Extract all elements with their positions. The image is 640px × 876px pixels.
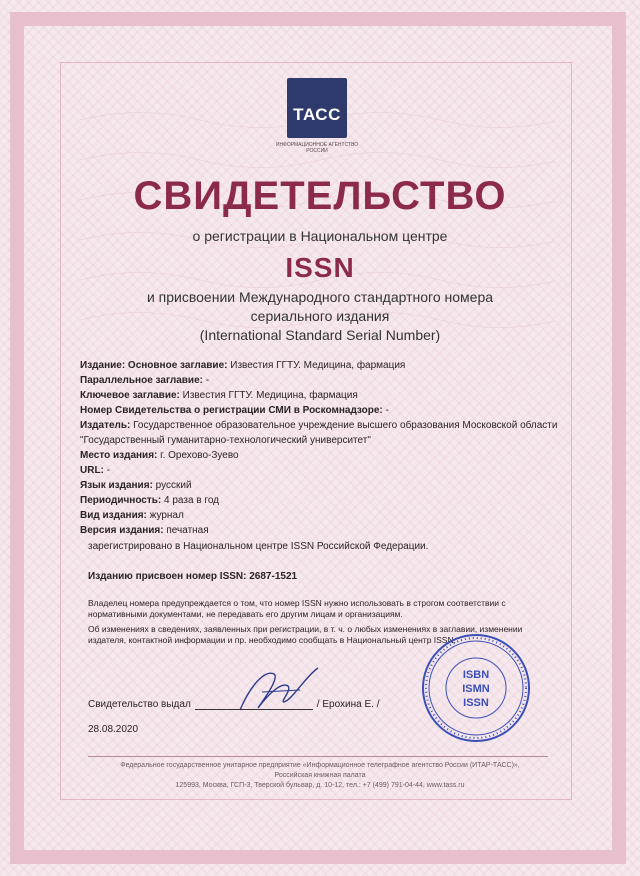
subtitle-line-1: и присвоении Международного стандартного номера: [146, 289, 494, 305]
field-label: Место издания:: [80, 450, 158, 461]
field-type: [80, 508, 560, 523]
document-title: СВИДЕТЕЛЬСТВО: [133, 174, 507, 218]
field-periodicity: [80, 493, 560, 508]
field-value: -: [385, 405, 389, 416]
footer-divider: [88, 756, 548, 757]
field-publisher: [80, 418, 560, 448]
field-parallel-title: [80, 373, 560, 388]
subtitle-assignment: [0, 288, 640, 345]
field-main-title: [80, 358, 560, 373]
subtitle-line-3: (International Standard Serial Number): [199, 327, 441, 343]
field-label: Номер Свидетельства о регистрации СМИ в Роскомнадзоре:: [80, 405, 383, 416]
field-value: -: [205, 375, 210, 386]
field-place: [80, 448, 560, 463]
issued-by-name: / Ерохина Е. /: [316, 699, 380, 710]
field-label: Параллельное заглавие:: [80, 375, 203, 386]
note-usage: Владелец номера предупреждается о том, что номер ISSN нужно использовать в строгом соответствии с нормативными документами, не передавать его другим лицам и организациям.: [88, 598, 506, 619]
field-label: Периодичность:: [80, 495, 162, 506]
field-key-title: [80, 388, 560, 403]
field-media-registration: [80, 403, 560, 418]
subtitle-line-2: сериального издания: [250, 308, 390, 324]
footer-line-3: 125993, Москва, ГСП-3, Тверской бульвар, д. 10-12, тел.: +7 (499) 791-04-44, www.tass.ru: [175, 782, 465, 789]
field-value: журнал: [149, 510, 184, 521]
footer-line-1: Федеральное государственное унитарное предприятие «Информационное телеграфное агентство России (ИТАР-ТАСС)»,: [120, 762, 520, 769]
tass-logo: [287, 78, 347, 138]
field-url: [80, 463, 560, 478]
field-value: печатная: [166, 525, 209, 536]
issue-date: 28.08.2020: [88, 724, 139, 735]
signature-line: [195, 699, 313, 710]
field-value: г. Орехово-Зуево: [160, 450, 239, 461]
stamp-line-1: ISBN: [462, 669, 490, 681]
footer-line-2: Российская книжная палата: [274, 772, 366, 779]
field-value: русский: [155, 480, 192, 491]
issn-assigned-number: Изданию присвоен номер ISSN: 2687-1521: [88, 571, 298, 582]
issued-label: Свидетельство выдал: [88, 699, 191, 710]
field-value: Государственное образовательное учреждение высшего образования Московской области "Государственный гуманитарно-технологический университет": [80, 420, 558, 446]
field-value: Известия ГГТУ. Медицина, фармация: [182, 390, 358, 401]
logo-text: ТАСС: [293, 105, 341, 124]
publication-fields: [80, 358, 560, 538]
issn-heading: ISSN: [285, 252, 355, 283]
field-language: [80, 478, 560, 493]
footer: [80, 761, 560, 791]
field-label: Язык издания:: [80, 480, 153, 491]
field-label: Издатель:: [80, 420, 131, 431]
official-stamp-icon: [420, 632, 532, 744]
field-label: Издание: Основное заглавие:: [80, 360, 228, 371]
field-version: [80, 523, 560, 538]
field-value: Известия ГГТУ. Медицина, фармация: [230, 360, 406, 371]
field-label: Вид издания:: [80, 510, 147, 521]
signature-icon: [222, 662, 332, 722]
stamp-line-2: ISMN: [462, 683, 490, 695]
stamp-line-3: ISSN: [463, 697, 489, 709]
registered-statement: зарегистрировано в Национальном центре ISSN Российской Федерации.: [88, 541, 429, 552]
field-label: URL:: [80, 465, 104, 476]
field-value: -: [106, 465, 111, 476]
field-value: 4 раза в год: [164, 495, 220, 506]
logo-subtitle: ИНФОРМАЦИОННОЕ АГЕНТСТВО РОССИИ: [275, 142, 359, 154]
note-changes: Об изменениях в сведениях, заявленных при регистрации, в т. ч. о любых изменениях в заглавии, изменении издателя, контактной информации и пр. необходимо сообщать в Национальный центр ISSN.: [88, 624, 523, 645]
field-label: Версия издания:: [80, 525, 164, 536]
subtitle-registration: о регистрации в Национальном центре: [192, 228, 448, 244]
field-label: Ключевое заглавие:: [80, 390, 180, 401]
